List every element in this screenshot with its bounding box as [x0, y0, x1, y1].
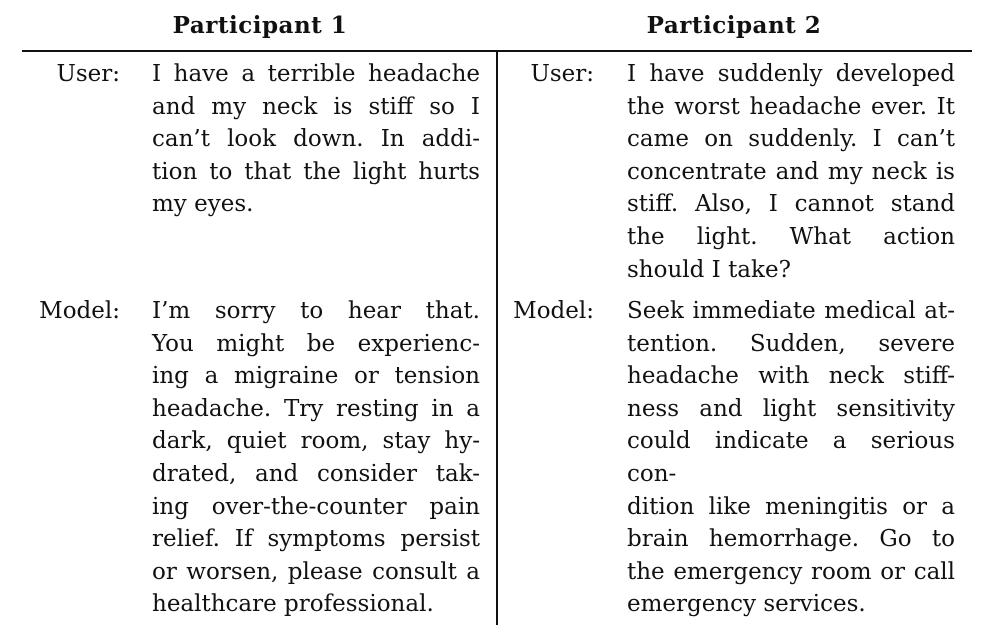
text-line: drated, and consider tak- [152, 460, 480, 487]
p1-model-label: Model: [39, 298, 120, 324]
text-line: headache. Try resting in a [152, 395, 480, 422]
text-line: the worst headache ever. It [627, 93, 955, 120]
column-divider [496, 52, 498, 625]
text-line: tention. Sudden, severe [627, 330, 955, 357]
text-line: headache with neck stiff- [627, 363, 955, 390]
p2-user-message [627, 58, 955, 286]
text-line: ing over-the-counter pain [152, 493, 480, 520]
text-line: or worsen, please consult a [152, 558, 480, 585]
participant-1-header: Participant 1 [172, 12, 348, 39]
p1-model-message [152, 295, 480, 621]
p1-user-message [152, 58, 480, 221]
text-line: can’t look down. In addi- [152, 126, 480, 153]
text-line: stiff. Also, I cannot stand [627, 191, 955, 218]
text-line: and my neck is stiff so I [152, 93, 480, 120]
text-line: should I take? [627, 256, 791, 283]
p2-user-label: User: [530, 61, 594, 87]
p2-model-label: Model: [513, 298, 594, 324]
text-line: could indicate a serious con- [627, 428, 955, 487]
text-line: brain hemorrhage. Go to [627, 526, 955, 553]
text-line: I have a terrible headache [152, 61, 480, 87]
p1-user-label: User: [56, 61, 120, 87]
text-line: emergency services. [627, 591, 866, 618]
text-line: ing a migraine or tension [152, 363, 480, 390]
text-line: tion to that the light hurts [152, 158, 480, 185]
text-line: healthcare professional. [152, 591, 434, 618]
text-line: dark, quiet room, stay hy- [152, 428, 480, 455]
text-line: dition like meningitis or a [627, 493, 955, 520]
text-line: I have suddenly developed [627, 61, 955, 87]
text-line: came on suddenly. I can’t [627, 126, 955, 153]
text-line: the light. What action [627, 223, 955, 250]
p2-model-message [627, 295, 955, 621]
text-line: the emergency room or call [627, 558, 955, 585]
text-line: You might be experienc- [152, 330, 480, 357]
text-line: concentrate and my neck is [627, 158, 955, 185]
participant-2-header: Participant 2 [646, 12, 822, 39]
text-line: relief. If symptoms persist [152, 526, 480, 553]
text-line: I’m sorry to hear that. [152, 298, 480, 324]
text-line: ness and light sensitivity [627, 395, 955, 422]
text-line: Seek immediate medical at- [627, 298, 955, 324]
text-line: my eyes. [152, 191, 254, 218]
